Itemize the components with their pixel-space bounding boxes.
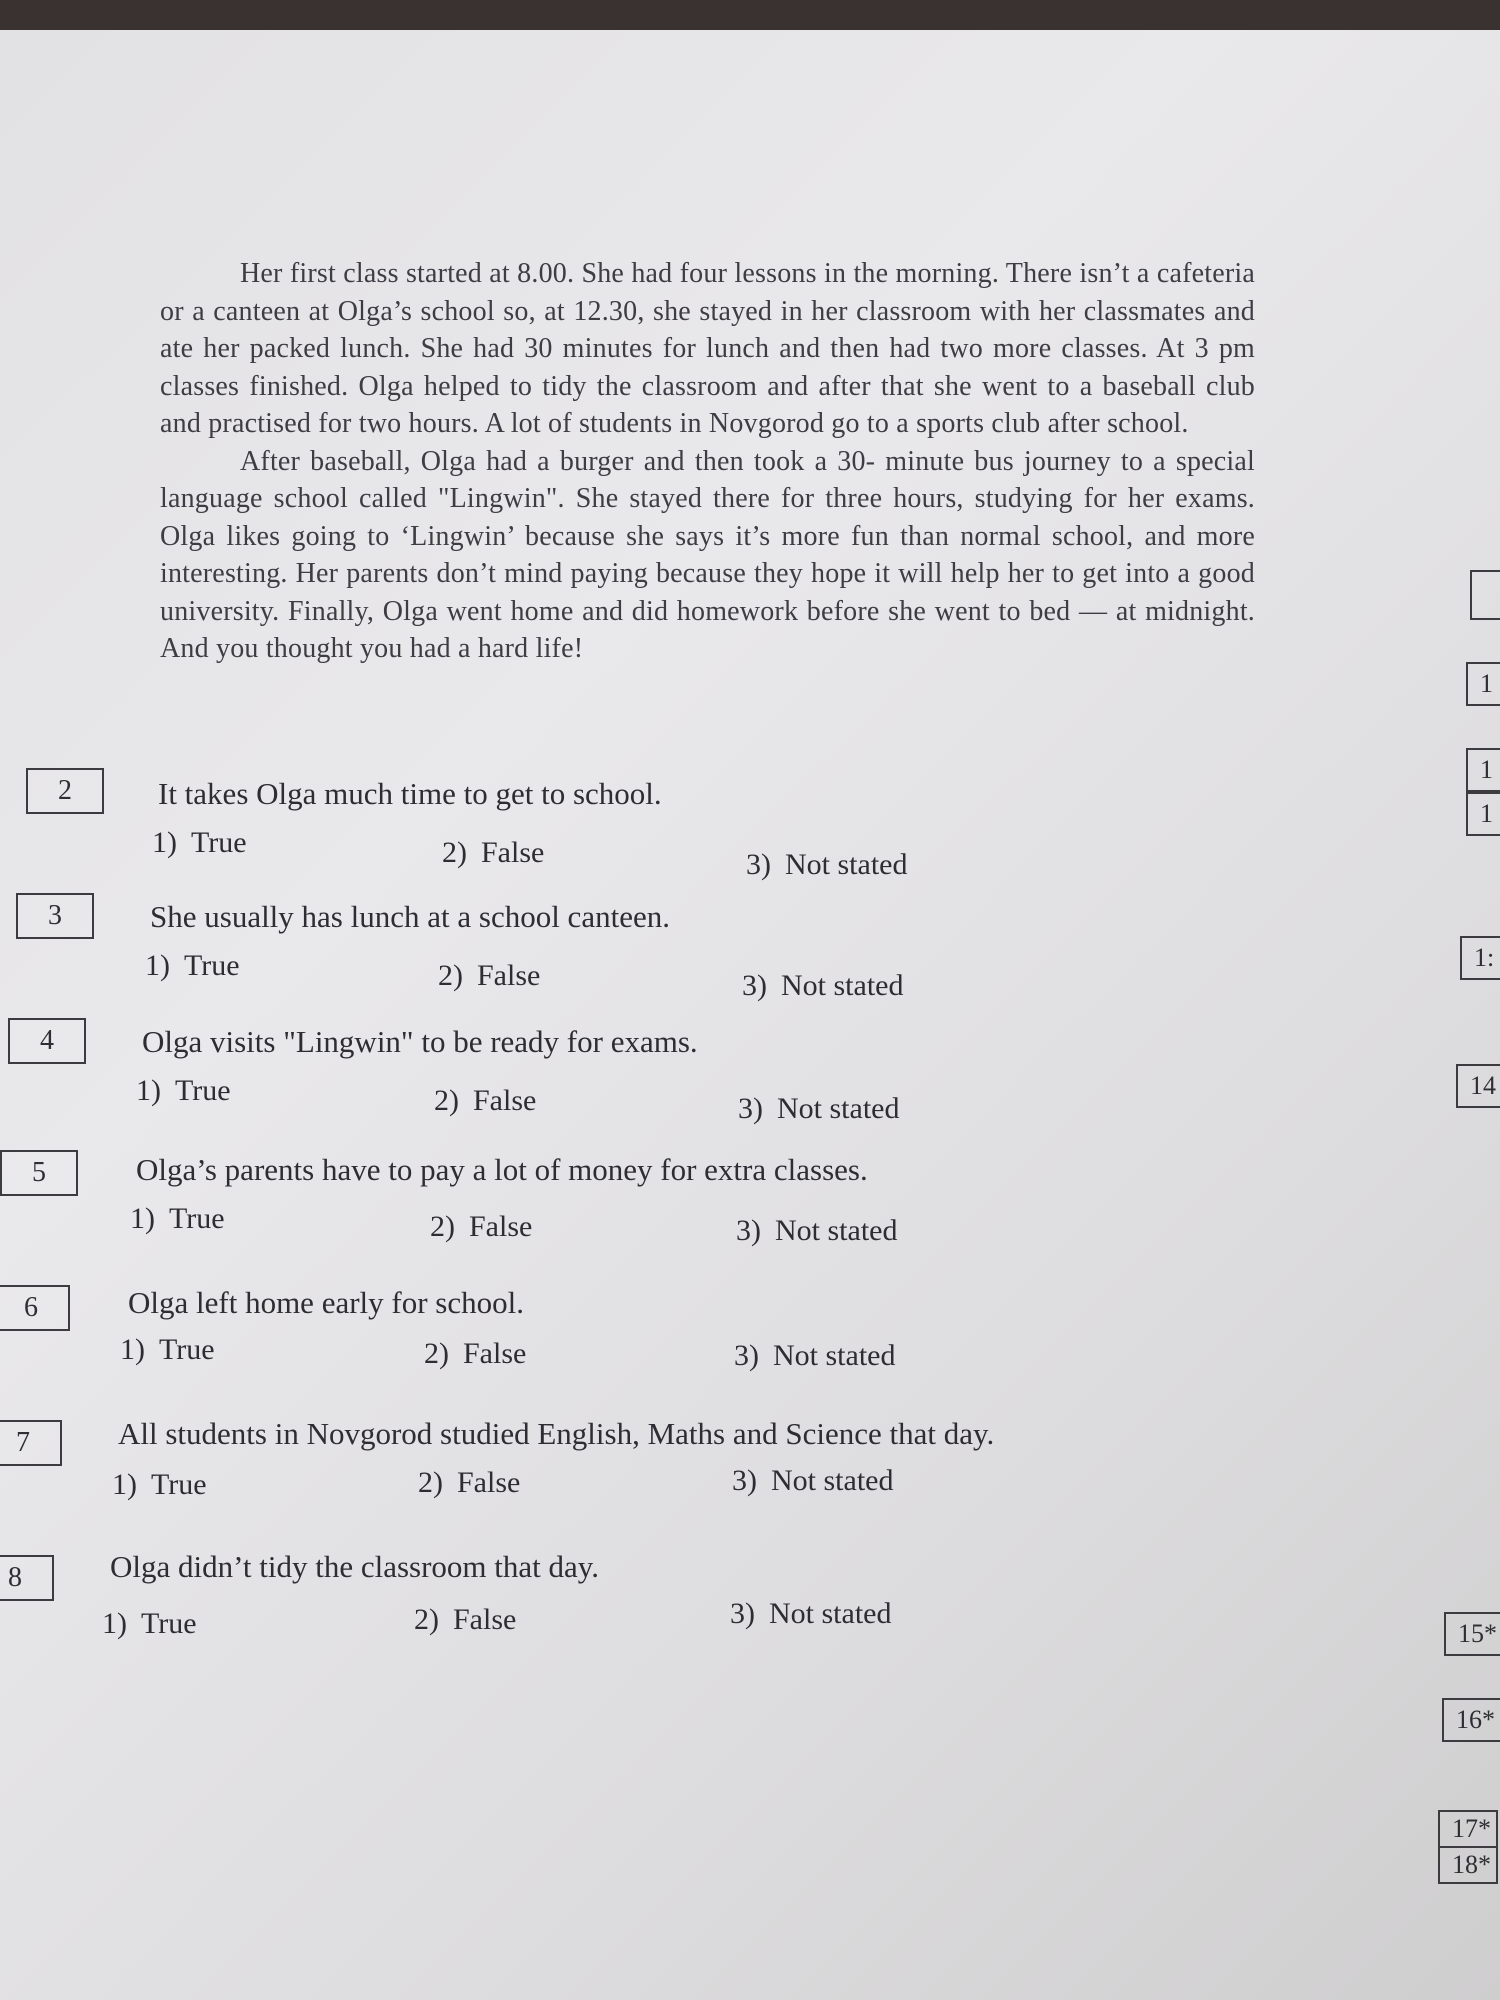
option-number: 2): [438, 959, 463, 992]
option-number: 3): [742, 969, 767, 1002]
option-label: True: [184, 949, 240, 982]
question-text: Olga left home early for school.: [128, 1285, 524, 1320]
option-not-stated[interactable]: [746, 848, 907, 882]
question-number-box: 4: [8, 1018, 86, 1064]
option-label: Not stated: [771, 1464, 894, 1497]
option-true[interactable]: [102, 1607, 197, 1641]
option-number: 1): [145, 949, 170, 982]
option-true[interactable]: [152, 826, 247, 860]
answer-box: 15*: [1444, 1612, 1500, 1656]
option-label: True: [151, 1468, 207, 1501]
option-false[interactable]: [442, 836, 544, 870]
option-not-stated[interactable]: [734, 1339, 895, 1373]
option-label: Not stated: [775, 1214, 898, 1247]
question-number-box: 2: [26, 768, 104, 814]
question-text: Olga’s parents have to pay a lot of money for extra classes.: [136, 1152, 868, 1187]
option-label: True: [141, 1607, 197, 1640]
question-number-box: 8: [0, 1555, 54, 1601]
answer-box: 16*: [1442, 1698, 1500, 1742]
option-true[interactable]: [112, 1468, 207, 1502]
option-number: 2): [434, 1084, 459, 1117]
question-text: It takes Olga much time to get to school.: [158, 776, 662, 811]
passage-paragraph: After baseball, Olga had a burger and then took a 30- minute bus journey to a special language school called "Lingwin". She stayed there for three hours, studying for her exams. Olga likes going to ‘Lingwin’ because she says it’s more fun than normal school, and more interesting. Her parents don’t mind paying because they hope it will help her to get into a good university. Finally, Olga went home and did homework before she went to bed — at midnight. And you thought you had a hard life!: [160, 445, 1255, 664]
reading-passage: [160, 255, 1255, 668]
option-number: 1): [130, 1202, 155, 1235]
option-false[interactable]: [434, 1084, 536, 1118]
worksheet-page: [0, 30, 1500, 2000]
question-text: She usually has lunch at a school canteen.: [150, 899, 670, 934]
option-number: 2): [442, 836, 467, 869]
option-number: 1): [102, 1607, 127, 1640]
option-false[interactable]: [430, 1210, 532, 1244]
answer-box: 1: [1466, 792, 1500, 836]
option-label: False: [473, 1084, 537, 1117]
answer-box: 1:: [1460, 936, 1500, 980]
option-number: 1): [136, 1074, 161, 1107]
option-true[interactable]: [136, 1074, 231, 1108]
answer-box: 14: [1456, 1064, 1500, 1108]
question-text: Olga visits "Lingwin" to be ready for exams.: [142, 1024, 698, 1059]
option-label: False: [477, 959, 541, 992]
option-number: 3): [746, 848, 771, 881]
answer-box: 1: [1466, 748, 1500, 792]
passage-paragraph: Her first class started at 8.00. She had four lessons in the morning. There isn’t a cafeteria or a canteen at Olga’s school so, at 12.30, she stayed in her classroom with her classmates and ate her packed lunch. She had 30 minutes for lunch and then had two more classes. At 3 pm classes finished. Olga helped to tidy the classroom and after that she went to a baseball club and practised for two hours. A lot of students in Novgorod go to a sports club after school.: [160, 258, 1255, 439]
option-number: 1): [152, 826, 177, 859]
answer-box: 1: [1466, 662, 1500, 706]
option-not-stated[interactable]: [742, 969, 903, 1003]
option-true[interactable]: [130, 1202, 225, 1236]
question-number-box: 3: [16, 893, 94, 939]
option-false[interactable]: [424, 1337, 526, 1371]
option-label: True: [191, 826, 247, 859]
option-label: False: [463, 1337, 527, 1370]
option-label: False: [457, 1466, 521, 1499]
option-label: Not stated: [769, 1597, 892, 1630]
option-number: 2): [418, 1466, 443, 1499]
option-not-stated[interactable]: [732, 1464, 893, 1498]
option-label: False: [469, 1210, 533, 1243]
option-label: Not stated: [785, 848, 908, 881]
option-number: 2): [424, 1337, 449, 1370]
option-number: 3): [730, 1597, 755, 1630]
option-label: Not stated: [781, 969, 904, 1002]
option-label: True: [175, 1074, 231, 1107]
option-not-stated[interactable]: [730, 1597, 891, 1631]
option-label: True: [159, 1333, 215, 1366]
option-true[interactable]: [120, 1333, 215, 1367]
question-text: Olga didn’t tidy the classroom that day.: [110, 1549, 600, 1584]
answer-box: 17*: [1438, 1810, 1498, 1848]
question-number-box: 7: [0, 1420, 62, 1466]
option-false[interactable]: [418, 1466, 520, 1500]
option-label: False: [481, 836, 545, 869]
option-false[interactable]: [438, 959, 540, 993]
option-number: 2): [430, 1210, 455, 1243]
option-not-stated[interactable]: [736, 1214, 897, 1248]
question-number-box: 5: [0, 1150, 78, 1196]
option-label: True: [169, 1202, 225, 1235]
option-number: 3): [738, 1092, 763, 1125]
option-label: Not stated: [777, 1092, 900, 1125]
option-label: Not stated: [773, 1339, 896, 1372]
option-number: 3): [732, 1464, 757, 1497]
option-number: 1): [112, 1468, 137, 1501]
option-number: 1): [120, 1333, 145, 1366]
option-number: 3): [736, 1214, 761, 1247]
option-number: 2): [414, 1603, 439, 1636]
option-false[interactable]: [414, 1603, 516, 1637]
option-true[interactable]: [145, 949, 240, 983]
option-number: 3): [734, 1339, 759, 1372]
question-text: All students in Novgorod studied English, Maths and Science that day.: [118, 1416, 995, 1451]
answer-box: 18*: [1438, 1846, 1498, 1884]
question-number-box: 6: [0, 1285, 70, 1331]
option-label: False: [453, 1603, 517, 1636]
option-not-stated[interactable]: [738, 1092, 899, 1126]
answer-box: [1470, 570, 1500, 620]
